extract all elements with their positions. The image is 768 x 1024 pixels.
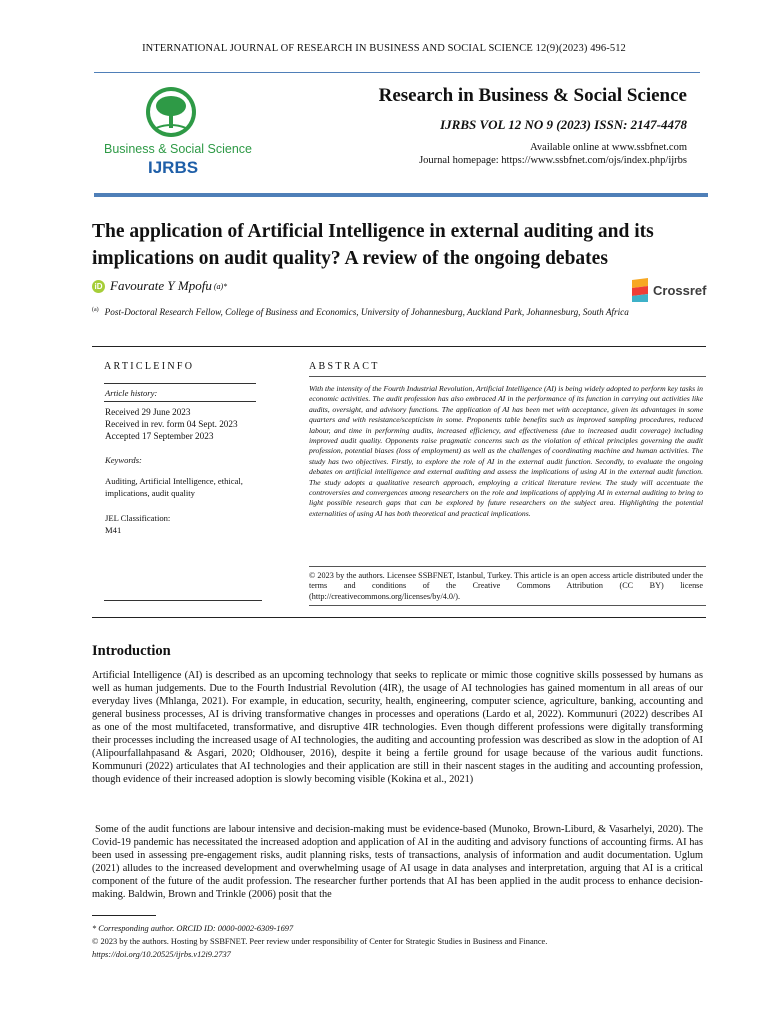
keywords: Auditing, Artificial Intelligence, ethical, implications, audit quality <box>105 476 243 499</box>
abstract-text: With the intensity of the Fourth Industrial Revolution, Artificial Intelligence (AI) is being widely adopted to perform key tasks in economic activities. The audit profession has also embraced AI in the performance of its function in carrying out activities like audits, oversight, and advisory functions. The application of AI has been met with acceptance, given its advantages in some quarters and with resistance/scepticism in some. Proponents table benefits such as improved sampling procedures, reduced labour, and time in performing audits, increased efficiency, and effectiveness (due to increased audit coverage) including improved audit quality. Opponents raise pragmatic concerns such as the violation of ethical principles governing the audit profession, potential biases (loss of employment) as well as the challenges of coordinating machine and human activities. The study has two objectives. Firstly, to explore the role of AI in the external audit function. Secondly, to evaluate the ongoing debates on artificial intelligence and external auditing and assess the implications of using AI in the external audit function. The study adopts a qualitative research approach, employing a critical literature review. The study will accentuate the controversies and convergences among researchers on the role and implications of applying AI in external auditing to bring to light possible research gaps that can be explored by future researchers on the subject area. Highlighting the potential externalities of using AI has both theoretical and practical implications. <box>309 384 703 518</box>
journal-volume: IJRBS VOL 12 NO 9 (2023) ISSN: 2147-4478 <box>440 117 687 132</box>
title-rule <box>94 193 708 197</box>
jel-classification <box>105 512 170 536</box>
intro-paragraph-2: Some of the audit functions are labour intensive and decision-making must be evidence-based (Munoko, Brown-Liburd, & Vasarhelyi, 2020). The Covid-19 pandemic has necessitated the increased adoption and application of AI in the auditing and advisory functions of accounting firms. AI has been used in assessing pre-engagement risks, audit planning risks, tests of transactions, analysis of information and audit documentation. Uglum (2021) alludes to the increased development and overwhelming usage of AI usage in data analyses and interpretation, arguing that AI is a critical component of the future of the audit profession. The researcher further portends that AI has been applied in the audit process to enhance decision-making. Baldwin, Brown and Trinkle (2006) posit that the <box>92 824 703 900</box>
jel-label: JEL Classification: <box>105 513 171 523</box>
license-rule <box>309 605 706 606</box>
running-head: INTERNATIONAL JOURNAL OF RESEARCH IN BUSINESS AND SOCIAL SCIENCE 12(9)(2023) 496-512 <box>142 43 626 54</box>
introduction-heading: Introduction <box>92 643 171 659</box>
info-rule-bottom <box>104 600 262 601</box>
license-text: © 2023 by the authors. Licensee SSBFNET, Istanbul, Turkey. This article is an open access article distributed under the terms and conditions of the Creative Commons Attribution (CC BY) license (http://creativecommons.org/licenses/by/4.0/). <box>309 571 703 601</box>
copyright-note: © 2023 by the authors. Hosting by SSBFNET. Peer review under responsibility of Center for Strategic Studies in Business and Finance. <box>92 937 548 946</box>
affiliation-marker: (a) <box>92 307 99 313</box>
affiliation <box>92 307 712 317</box>
section-rule-top <box>92 346 706 347</box>
crossref-label: Crossref <box>653 282 707 298</box>
section-rule-bottom <box>92 617 706 618</box>
logo-line2: IJRBS <box>148 158 199 177</box>
author-name: Favourate Y Mpofu <box>110 278 212 293</box>
crossref-badge[interactable] <box>632 277 712 303</box>
logo-line1: Business & Social Science <box>104 142 252 156</box>
abstract-rule-bottom <box>309 566 706 567</box>
doi-link[interactable]: https://doi.org/10.20525/ijrbs.v12i9.2737 <box>92 950 231 959</box>
abstract-heading: ABSTRACT <box>309 361 380 372</box>
corresponding-author-note: * Corresponding author. ORCID ID: 0000-0002-6309-1697 <box>92 924 294 933</box>
author-superscript: (a)* <box>213 281 228 291</box>
crossref-icon <box>632 278 650 302</box>
author-line <box>92 278 227 294</box>
journal-homepage-link[interactable]: Journal homepage: https://www.ssbfnet.com/ojs/index.php/ijrbs <box>419 155 687 166</box>
article-history-label: Article history: <box>105 388 158 398</box>
intro-paragraph-1: Artificial Intelligence (AI) is described as an upcoming technology that seeks to replicate or mimic those cognitive skills possessed by humans as well as human judgements. Due to the Fourth Industrial Revolution (4IR), the usage of AI technologies has gained momentum in all areas of our everyday lives (Mhlanga, 2021). For example, in education, security, health, engineering, computer science, agriculture, banking, accounting and general business processes, AI is driving transformative changes in processes and operations (Lardo et al, 2022). Kommunuri (2022) describes AI as one of the most multifaceted, transformative, and disruptive 4IR technologies. Even though different professions were digitally transforming their processes including the increased usage of AI technologies, the auditing and accounting profession was described as slow in the adoption of AI (Alipourfallahpasand & Asgari, 2020; Oldhouser, 2016), despite it being a fertile ground for usage because of the various audit functions. Kommunuri (2022) articulates that AI technologies and their application are still in their nascent stages in the auditing and accounting profession, though evidence of their increased adoption is slowly becoming visible (Kokina et al., 2021) <box>92 670 703 785</box>
orcid-icon[interactable]: iD <box>92 280 105 293</box>
received-date: Received 29 June 2023 <box>105 407 191 417</box>
affiliation-text: Post-Doctoral Research Fellow, College of Business and Economics, University of Johannesburg, Auckland Park, Johannesburg, South Africa <box>104 307 629 318</box>
info-rule-1 <box>104 383 256 384</box>
footnote-rule <box>92 915 156 916</box>
header-rule <box>94 72 700 73</box>
journal-title: Research in Business & Social Science <box>378 85 687 106</box>
keywords-label: Keywords: <box>105 455 142 465</box>
jel-code: M41 <box>105 525 122 536</box>
available-online: Available online at www.ssbfnet.com <box>530 142 687 153</box>
info-rule-2 <box>104 401 256 402</box>
revised-date: Received in rev. form 04 Sept. 2023 <box>105 419 238 429</box>
accepted-date: Accepted 17 September 2023 <box>105 431 214 441</box>
journal-logo <box>100 82 270 182</box>
abstract-rule-top <box>309 376 706 377</box>
tree-icon <box>100 82 270 142</box>
paper-title: The application of Artificial Intelligence in external auditing and its implications on audit quality? A review of the ongoing debates <box>92 221 654 269</box>
article-info-heading: ARTICLEINFO <box>104 361 195 372</box>
